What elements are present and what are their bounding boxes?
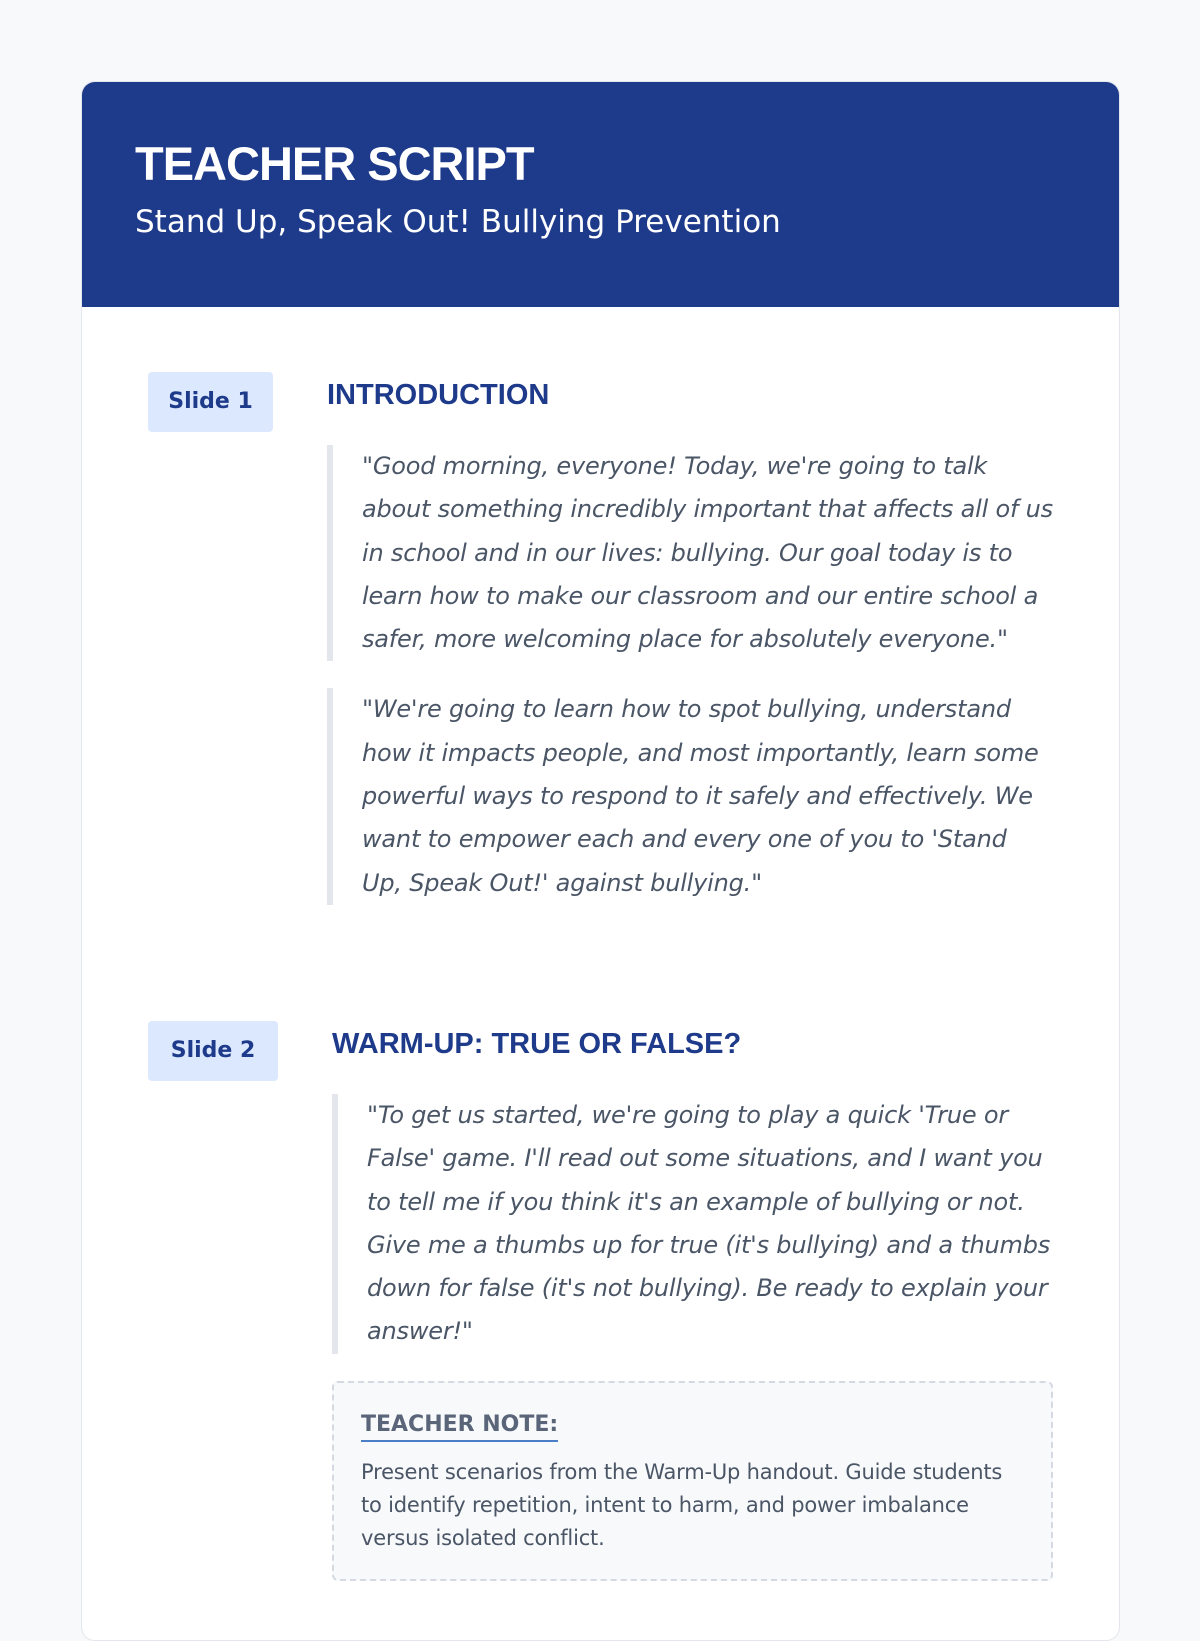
teacher-note-text: Present scenarios from the Warm-Up handout. Guide students to identify repetition, intent to harm, and power imbalance versus isolated conflict.	[361, 1459, 1003, 1550]
slide-section-2	[148, 1018, 1053, 1581]
page-title: TEACHER SCRIPT	[135, 137, 534, 190]
slide-section-1	[148, 373, 1053, 1018]
slide-badge: Slide 2	[148, 1021, 278, 1081]
page-subtitle: Stand Up, Speak Out! Bullying Prevention	[135, 204, 781, 240]
script-quote: "Good morning, everyone! Today, we're going to talk about something incredibly important that affects all of us in school and in our lives: bullying. Our goal today is to learn how to make our classroom and our entire school a safer, more welcoming place for absolutely everyone."	[327, 445, 1053, 661]
script-quote: "We're going to learn how to spot bullying, understand how it impacts people, and most importantly, learn some powerful ways to respond to it safely and effectively. We want to empower each and every one of you to 'Stand Up, Speak Out!' against bullying."	[327, 688, 1053, 904]
script-card	[81, 81, 1120, 1641]
section-title: WARM-UP: TRUE OR FALSE?	[332, 1028, 742, 1060]
script-quote: "To get us started, we're going to play a quick 'True or False' game. I'll read out some situations, and I want you to tell me if you think it's an example of bullying or not. Give me a thumbs up for true (it's bullying) and a thumbs down for false (it's not bullying). Be ready to explain your answer!"	[332, 1094, 1053, 1354]
script-body	[82, 307, 1119, 1581]
slide-badge: Slide 1	[148, 372, 273, 432]
teacher-note-label: TEACHER NOTE:	[361, 1411, 558, 1442]
slide-content	[278, 1018, 1053, 1581]
slide-content	[273, 373, 1053, 1018]
header	[82, 82, 1119, 307]
section-title: INTRODUCTION	[327, 379, 550, 411]
teacher-note	[332, 1381, 1053, 1581]
